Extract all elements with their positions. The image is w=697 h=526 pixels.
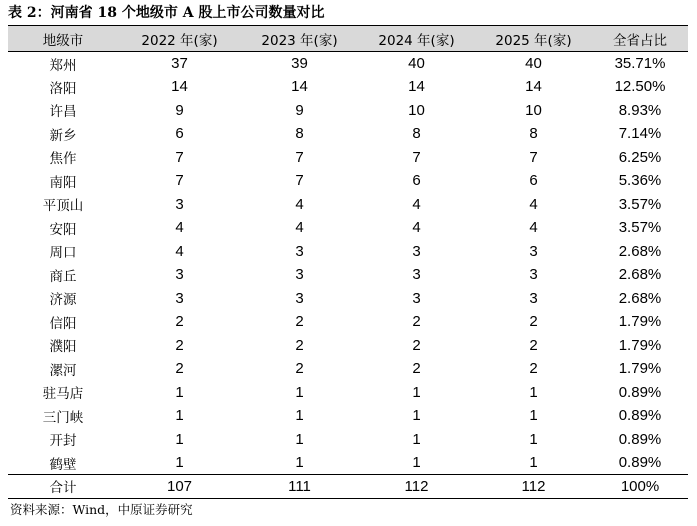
cell-count-2024: 1 (412, 454, 421, 471)
cell-count-2022: 3 (175, 266, 184, 284)
cell-count-2023: 2 (295, 360, 304, 378)
cell-share: 0.89% (618, 430, 662, 448)
cell-count-2024: 2 (412, 336, 421, 354)
cell-count-2022: 3 (175, 289, 184, 307)
cell-city: 三门峡 (42, 409, 84, 426)
cell-share: 0.89% (618, 454, 662, 471)
cell-count-2024: 7 (412, 148, 421, 166)
cell-count-2022: 7 (175, 172, 184, 190)
cell-city: 平顶山 (42, 198, 84, 215)
cell-share: 1.79% (618, 360, 662, 378)
cell-count-2024: 3 (412, 242, 421, 260)
cell-share: 0.89% (618, 407, 662, 425)
cell-count-2025: 2 (529, 313, 538, 331)
cell-count-2025: 14 (525, 78, 542, 96)
cell-count-2023: 1 (295, 407, 304, 425)
cell-count-2025: 1 (529, 430, 538, 448)
cell-count-2025: 6 (529, 172, 538, 190)
cell-city: 许昌 (49, 104, 77, 121)
table-row (8, 263, 688, 287)
cell-count-2025: 1 (529, 383, 538, 401)
cell-share: 2.68% (618, 242, 662, 260)
table-row (8, 287, 688, 311)
table-row (8, 404, 688, 428)
cell-count-2022: 9 (175, 101, 184, 119)
table-row (8, 240, 688, 264)
header-city: 地级市 (8, 26, 118, 52)
source-note: 资料来源：Wind，中原证券研究 (10, 502, 193, 517)
cell-city: 济源 (49, 292, 77, 309)
cell-count-2022: 6 (175, 125, 184, 143)
cell-count-2025: 2 (529, 336, 538, 354)
cell-share: 2.68% (618, 266, 662, 284)
table-row (8, 146, 688, 170)
table-row (8, 357, 688, 381)
cell-share: 5.36% (618, 172, 662, 190)
cell-count-2025: 112 (475, 475, 592, 499)
cell-city: 焦作 (49, 151, 77, 168)
header-share: 全省占比 (592, 26, 688, 52)
header-2024: 2024 年(家) (358, 26, 475, 52)
cell-share: 1.79% (618, 313, 662, 331)
cell-share: 3.57% (618, 195, 662, 213)
cell-city: 信阳 (49, 315, 77, 332)
cell-count-2023: 2 (295, 336, 304, 354)
cell-share: 3.57% (618, 219, 662, 237)
cell-count-2022: 1 (175, 383, 184, 401)
cell-count-2024: 1 (412, 407, 421, 425)
cell-count-2025: 8 (529, 125, 538, 143)
table-row (8, 52, 688, 76)
cell-city: 洛阳 (49, 80, 77, 97)
table-row (8, 169, 688, 193)
cell-city: 郑州 (49, 57, 77, 74)
cell-count-2024: 4 (412, 219, 421, 237)
cell-share: 8.93% (618, 101, 662, 119)
table-header-row (8, 26, 688, 52)
cell-count-2022: 2 (175, 360, 184, 378)
cell-count-2025: 4 (529, 195, 538, 213)
cell-count-2024: 8 (412, 125, 421, 143)
cell-city: 开封 (49, 433, 77, 450)
header-2025: 2025 年(家) (475, 26, 592, 52)
cell-city: 新乡 (49, 127, 77, 144)
cell-count-2022: 1 (175, 454, 184, 471)
cell-count-2022: 7 (175, 148, 184, 166)
cell-count-2024: 1 (412, 383, 421, 401)
cell-count-2024: 2 (412, 313, 421, 331)
cell-count-2023: 3 (295, 242, 304, 260)
cell-count-2022: 37 (171, 55, 188, 72)
cell-count-2025: 1 (529, 407, 538, 425)
table-total-row (8, 475, 688, 499)
cell-count-2025: 3 (529, 266, 538, 284)
table-body (8, 52, 688, 499)
cell-count-2024: 2 (412, 360, 421, 378)
cell-count-2023: 1 (295, 430, 304, 448)
cell-count-2024: 3 (412, 266, 421, 284)
cell-city: 鹤壁 (49, 456, 77, 473)
table-row (8, 451, 688, 475)
cell-city: 商丘 (49, 268, 77, 285)
table-row (8, 193, 688, 217)
cell-count-2024: 14 (408, 78, 425, 96)
cell-count-2023: 8 (295, 125, 304, 143)
cell-count-2022: 4 (175, 219, 184, 237)
cell-city: 驻马店 (42, 386, 84, 403)
cell-count-2024: 4 (412, 195, 421, 213)
cell-count-2025: 40 (525, 55, 542, 72)
cell-city: 合计 (8, 475, 118, 499)
cell-count-2025: 10 (525, 101, 542, 119)
cell-count-2023: 1 (295, 454, 304, 471)
cell-count-2023: 9 (295, 101, 304, 119)
cell-count-2023: 3 (295, 266, 304, 284)
cell-count-2022: 3 (175, 195, 184, 213)
cell-share: 35.71% (614, 55, 666, 72)
cell-share: 7.14% (618, 125, 662, 143)
cell-count-2022: 4 (175, 242, 184, 260)
cell-count-2025: 2 (529, 360, 538, 378)
cell-count-2025: 1 (529, 454, 538, 471)
cell-count-2024: 3 (412, 289, 421, 307)
cell-count-2023: 111 (241, 475, 358, 499)
cell-city: 漯河 (49, 362, 77, 379)
cell-city: 周口 (49, 245, 77, 262)
table-row (8, 99, 688, 123)
table-row (8, 75, 688, 99)
cell-share: 12.50% (614, 78, 666, 96)
cell-count-2025: 3 (529, 242, 538, 260)
table-row (8, 428, 688, 452)
table-row (8, 381, 688, 405)
cell-count-2023: 2 (295, 313, 304, 331)
table-row (8, 122, 688, 146)
cell-count-2025: 7 (529, 148, 538, 166)
cell-count-2022: 107 (118, 475, 241, 499)
cell-count-2024: 6 (412, 172, 421, 190)
table-caption: 表 2：河南省 18 个地级市 A 股上市公司数量对比 (8, 5, 325, 21)
table-row (8, 334, 688, 358)
cell-share: 0.89% (618, 383, 662, 401)
cell-count-2024: 10 (408, 101, 425, 119)
header-2022: 2022 年(家) (118, 26, 241, 52)
cell-share: 100% (592, 475, 688, 499)
cell-count-2024: 1 (412, 430, 421, 448)
cell-share: 6.25% (618, 148, 662, 166)
cell-share: 1.79% (618, 336, 662, 354)
cell-city: 南阳 (49, 174, 77, 191)
cell-count-2023: 1 (295, 383, 304, 401)
table-row (8, 310, 688, 334)
cell-count-2024: 112 (358, 475, 475, 499)
cell-count-2024: 40 (408, 55, 425, 72)
cell-count-2022: 2 (175, 313, 184, 331)
cell-count-2025: 4 (529, 219, 538, 237)
cell-city: 安阳 (49, 221, 77, 238)
cell-count-2023: 14 (291, 78, 308, 96)
cell-count-2022: 2 (175, 336, 184, 354)
cell-city: 濮阳 (49, 339, 77, 356)
cell-count-2023: 4 (295, 195, 304, 213)
cell-count-2023: 3 (295, 289, 304, 307)
cell-count-2023: 39 (291, 55, 308, 72)
cell-count-2022: 1 (175, 407, 184, 425)
cell-count-2023: 4 (295, 219, 304, 237)
cell-count-2025: 3 (529, 289, 538, 307)
table-row (8, 216, 688, 240)
cell-count-2023: 7 (295, 172, 304, 190)
cell-count-2022: 14 (171, 78, 188, 96)
cell-count-2022: 1 (175, 430, 184, 448)
cell-share: 2.68% (618, 289, 662, 307)
cell-count-2023: 7 (295, 148, 304, 166)
header-2023: 2023 年(家) (241, 26, 358, 52)
listed-companies-table (8, 25, 688, 499)
